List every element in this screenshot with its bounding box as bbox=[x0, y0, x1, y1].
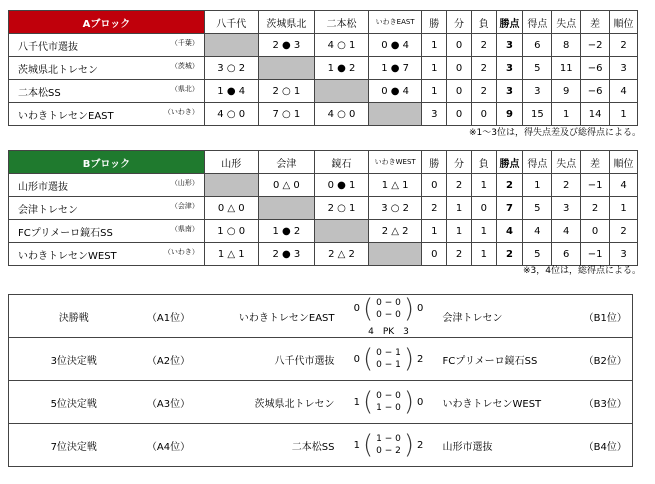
stat-l: 1 bbox=[471, 174, 496, 197]
team-label bbox=[13, 61, 204, 76]
column-header: 分 bbox=[447, 151, 472, 174]
right-seed: （B4位） bbox=[579, 424, 633, 467]
team-cell bbox=[9, 243, 205, 266]
score-box bbox=[354, 346, 424, 372]
column-header: 差 bbox=[581, 11, 610, 34]
group-b-table bbox=[8, 150, 638, 266]
half-scores bbox=[376, 347, 401, 371]
half-score: 0 − 0 bbox=[376, 297, 401, 308]
stat-gd: 2 bbox=[581, 197, 610, 220]
bracket-close: ) bbox=[403, 387, 415, 417]
team-region: （県北） bbox=[170, 84, 199, 93]
stat-gf: 1 bbox=[523, 174, 552, 197]
match-result: 1 ● 2 bbox=[315, 57, 369, 80]
team-region: （県南） bbox=[170, 224, 199, 233]
team-cell bbox=[9, 197, 205, 220]
stat-gd: −1 bbox=[581, 174, 610, 197]
group-a-note: ※1～3位は，得失点差及び総得点による。 bbox=[469, 128, 641, 138]
score-box bbox=[354, 432, 424, 458]
column-header: 差 bbox=[581, 151, 610, 174]
column-header: 負 bbox=[471, 11, 496, 34]
team-name: FCプリメーロ鏡石SS bbox=[18, 227, 113, 239]
stat-w: 0 bbox=[422, 174, 447, 197]
match-result: 1 △ 1 bbox=[368, 174, 422, 197]
team-region: （茨城） bbox=[170, 61, 199, 70]
finals-table bbox=[8, 294, 633, 467]
team-label bbox=[13, 224, 204, 239]
stat-ga: 4 bbox=[552, 220, 581, 243]
team-name: いわきトレセンEAST bbox=[18, 110, 114, 122]
pk-result: 4 PK 3 bbox=[368, 326, 409, 337]
left-seed: （A3位） bbox=[139, 381, 199, 424]
stat-pts: 3 bbox=[496, 34, 523, 57]
team-label bbox=[13, 247, 204, 262]
team-cell bbox=[9, 103, 205, 126]
match-result: 4 ○ 0 bbox=[204, 103, 258, 126]
column-header: 順位 bbox=[610, 11, 638, 34]
stat-l: 1 bbox=[471, 243, 496, 266]
match-result: 1 ○ 0 bbox=[204, 220, 258, 243]
left-score: 1 bbox=[353, 439, 360, 451]
stat-pts: 7 bbox=[496, 197, 523, 220]
right-score: 2 bbox=[417, 439, 424, 451]
stat-l: 1 bbox=[471, 220, 496, 243]
right-score: 0 bbox=[417, 303, 424, 314]
stat-d: 2 bbox=[447, 243, 472, 266]
stat-pts: 2 bbox=[496, 243, 523, 266]
stat-gd: −1 bbox=[581, 243, 610, 266]
stat-d: 0 bbox=[447, 80, 472, 103]
column-header: 会津 bbox=[258, 151, 315, 174]
match-result: 0 ● 4 bbox=[368, 80, 422, 103]
stat-pts: 3 bbox=[496, 80, 523, 103]
team-region: （いわき） bbox=[163, 247, 199, 256]
right-seed: （B2位） bbox=[579, 338, 633, 381]
team-region: （会津） bbox=[170, 201, 199, 210]
half-score: 0 − 0 bbox=[376, 309, 401, 320]
match-result bbox=[368, 103, 422, 126]
half-scores bbox=[376, 297, 401, 321]
bracket-open: ( bbox=[362, 387, 374, 417]
bracket-open: ( bbox=[362, 430, 374, 460]
final-match-row bbox=[9, 424, 633, 467]
team-cell bbox=[9, 34, 205, 57]
column-header: 得点 bbox=[523, 151, 552, 174]
team-cell bbox=[9, 220, 205, 243]
table-row bbox=[9, 57, 638, 80]
team-label bbox=[13, 201, 204, 216]
team-name: 山形市選抜 bbox=[18, 181, 68, 193]
stat-rank: 3 bbox=[610, 57, 638, 80]
column-header: 分 bbox=[447, 11, 472, 34]
half-score: 1 − 0 bbox=[376, 434, 401, 444]
match-result: 3 ○ 2 bbox=[368, 197, 422, 220]
right-team: FCプリメーロ鏡石SS bbox=[439, 338, 579, 381]
team-label bbox=[13, 38, 204, 53]
half-score: 1 − 0 bbox=[376, 403, 401, 413]
column-header: 勝 bbox=[422, 151, 447, 174]
group-a-table bbox=[8, 10, 638, 126]
half-scores bbox=[376, 433, 401, 457]
column-header: 勝点 bbox=[496, 11, 523, 34]
stat-l: 2 bbox=[471, 80, 496, 103]
score-box bbox=[354, 296, 424, 322]
column-header: 得点 bbox=[523, 11, 552, 34]
score-cell bbox=[339, 381, 439, 424]
stat-rank: 4 bbox=[610, 174, 638, 197]
match-result: 0 ● 4 bbox=[368, 34, 422, 57]
match-result: 0 ● 1 bbox=[315, 174, 369, 197]
match-result: 2 △ 2 bbox=[315, 243, 369, 266]
team-label bbox=[13, 84, 204, 99]
stat-gf: 5 bbox=[523, 197, 552, 220]
column-header: 山形 bbox=[204, 151, 258, 174]
match-result bbox=[315, 220, 369, 243]
final-match-row bbox=[9, 338, 633, 381]
group-b-note: ※3，4位は，総得点による。 bbox=[523, 266, 641, 276]
stat-pts: 2 bbox=[496, 174, 523, 197]
column-header: 失点 bbox=[552, 151, 581, 174]
left-score: 0 bbox=[353, 353, 360, 365]
stat-gd: −2 bbox=[581, 34, 610, 57]
column-header: 勝 bbox=[422, 11, 447, 34]
team-label bbox=[13, 107, 204, 122]
column-header: 二本松 bbox=[315, 11, 369, 34]
stat-gd: −6 bbox=[581, 57, 610, 80]
stat-gd: 14 bbox=[581, 103, 610, 126]
match-result: 2 △ 2 bbox=[368, 220, 422, 243]
table-row bbox=[9, 80, 638, 103]
table-row bbox=[9, 103, 638, 126]
match-result bbox=[315, 80, 369, 103]
left-team: 二本松SS bbox=[199, 424, 339, 467]
group-b-title: Bブロック bbox=[9, 151, 205, 174]
column-header: 負 bbox=[471, 151, 496, 174]
bracket-close: ) bbox=[403, 430, 415, 460]
team-name: 二本松SS bbox=[18, 87, 61, 99]
group-a-title: Aブロック bbox=[9, 11, 205, 34]
table-row bbox=[9, 197, 638, 220]
match-result: 7 ○ 1 bbox=[258, 103, 315, 126]
score-cell bbox=[339, 338, 439, 381]
right-seed: （B1位） bbox=[579, 295, 633, 338]
left-seed: （A1位） bbox=[139, 295, 199, 338]
match-result bbox=[204, 34, 258, 57]
stat-d: 1 bbox=[447, 220, 472, 243]
stat-w: 1 bbox=[422, 220, 447, 243]
stat-l: 0 bbox=[471, 103, 496, 126]
half-score: 0 − 1 bbox=[376, 348, 401, 358]
left-seed: （A2位） bbox=[139, 338, 199, 381]
stat-gd: 0 bbox=[581, 220, 610, 243]
table-row bbox=[9, 174, 638, 197]
stat-w: 1 bbox=[422, 34, 447, 57]
left-team: 茨城県北トレセン bbox=[199, 381, 339, 424]
stat-gf: 6 bbox=[523, 34, 552, 57]
match-result: 2 ○ 1 bbox=[258, 80, 315, 103]
stat-ga: 9 bbox=[552, 80, 581, 103]
team-name: 茨城県北トレセン bbox=[18, 64, 98, 76]
match-result: 2 ● 3 bbox=[258, 34, 315, 57]
match-result: 0 △ 0 bbox=[258, 174, 315, 197]
half-score: 0 − 1 bbox=[376, 360, 401, 370]
team-name: 会津トレセン bbox=[18, 204, 78, 216]
stat-l: 2 bbox=[471, 57, 496, 80]
table-row bbox=[9, 34, 638, 57]
column-header: いわきEAST bbox=[368, 11, 422, 34]
stat-ga: 8 bbox=[552, 34, 581, 57]
match-result: 0 △ 0 bbox=[204, 197, 258, 220]
half-score: 0 − 0 bbox=[376, 391, 401, 401]
match-result: 4 ○ 1 bbox=[315, 34, 369, 57]
stat-pts: 9 bbox=[496, 103, 523, 126]
stat-rank: 3 bbox=[610, 243, 638, 266]
stat-d: 2 bbox=[447, 174, 472, 197]
stat-ga: 3 bbox=[552, 197, 581, 220]
stat-gd: −6 bbox=[581, 80, 610, 103]
left-score: 1 bbox=[353, 396, 360, 408]
stat-d: 1 bbox=[447, 197, 472, 220]
stat-d: 0 bbox=[447, 57, 472, 80]
column-header: 八千代 bbox=[204, 11, 258, 34]
column-header: 鏡石 bbox=[315, 151, 369, 174]
team-cell bbox=[9, 174, 205, 197]
match-result: 1 ● 4 bbox=[204, 80, 258, 103]
stat-rank: 1 bbox=[610, 103, 638, 126]
match-result: 2 ○ 1 bbox=[315, 197, 369, 220]
team-region: （いわき） bbox=[163, 107, 199, 116]
stat-w: 0 bbox=[422, 243, 447, 266]
stat-rank: 2 bbox=[610, 220, 638, 243]
bracket-close: ) bbox=[403, 294, 415, 324]
match-result bbox=[204, 174, 258, 197]
stat-gf: 5 bbox=[523, 57, 552, 80]
bracket-open: ( bbox=[362, 344, 374, 374]
right-team: いわきトレセンWEST bbox=[439, 381, 579, 424]
match-result: 1 ● 2 bbox=[258, 220, 315, 243]
half-score: 0 − 2 bbox=[376, 446, 401, 456]
stat-rank: 4 bbox=[610, 80, 638, 103]
stat-ga: 2 bbox=[552, 174, 581, 197]
column-header: 順位 bbox=[610, 151, 638, 174]
score-box bbox=[354, 389, 424, 415]
stat-l: 0 bbox=[471, 197, 496, 220]
stat-w: 1 bbox=[422, 57, 447, 80]
stat-pts: 4 bbox=[496, 220, 523, 243]
match-result: 1 △ 1 bbox=[204, 243, 258, 266]
match-result: 4 ○ 0 bbox=[315, 103, 369, 126]
right-score: 2 bbox=[417, 353, 424, 365]
right-score: 0 bbox=[417, 396, 424, 408]
team-cell bbox=[9, 57, 205, 80]
team-cell bbox=[9, 80, 205, 103]
match-result bbox=[258, 57, 315, 80]
right-team: 会津トレセン bbox=[439, 295, 579, 338]
match-label: 3位決定戦 bbox=[9, 338, 139, 381]
match-label: 7位決定戦 bbox=[9, 424, 139, 467]
left-team: 八千代市選抜 bbox=[199, 338, 339, 381]
stat-ga: 11 bbox=[552, 57, 581, 80]
right-team: 山形市選抜 bbox=[439, 424, 579, 467]
match-result bbox=[368, 243, 422, 266]
stat-d: 0 bbox=[447, 34, 472, 57]
match-result bbox=[258, 197, 315, 220]
stat-gf: 15 bbox=[523, 103, 552, 126]
bracket-close: ) bbox=[403, 344, 415, 374]
team-name: いわきトレセンWEST bbox=[18, 250, 117, 262]
team-region: （山形） bbox=[170, 178, 199, 187]
left-seed: （A4位） bbox=[139, 424, 199, 467]
team-region: （千葉） bbox=[170, 38, 199, 47]
match-result: 3 ○ 2 bbox=[204, 57, 258, 80]
stat-l: 2 bbox=[471, 34, 496, 57]
right-seed: （B3位） bbox=[579, 381, 633, 424]
column-header: 勝点 bbox=[496, 151, 523, 174]
stat-w: 3 bbox=[422, 103, 447, 126]
stat-gf: 4 bbox=[523, 220, 552, 243]
score-cell bbox=[339, 424, 439, 467]
stat-rank: 1 bbox=[610, 197, 638, 220]
stat-gf: 3 bbox=[523, 80, 552, 103]
column-header: 失点 bbox=[552, 11, 581, 34]
final-match-row bbox=[9, 295, 633, 338]
match-label: 決勝戦 bbox=[9, 295, 139, 338]
score-cell bbox=[339, 295, 439, 338]
group-a-header-row bbox=[9, 11, 638, 34]
group-b-header-row bbox=[9, 151, 638, 174]
column-header: いわきWEST bbox=[368, 151, 422, 174]
match-result: 2 ● 3 bbox=[258, 243, 315, 266]
column-header: 茨城県北 bbox=[258, 11, 315, 34]
bracket-open: ( bbox=[362, 294, 374, 324]
team-label bbox=[13, 178, 204, 193]
stat-w: 2 bbox=[422, 197, 447, 220]
stat-ga: 6 bbox=[552, 243, 581, 266]
final-match-row bbox=[9, 381, 633, 424]
stat-pts: 3 bbox=[496, 57, 523, 80]
table-row bbox=[9, 220, 638, 243]
half-scores bbox=[376, 390, 401, 414]
match-result: 1 ● 7 bbox=[368, 57, 422, 80]
team-name: 八千代市選抜 bbox=[18, 41, 78, 53]
left-score: 0 bbox=[353, 303, 360, 314]
stat-d: 0 bbox=[447, 103, 472, 126]
stat-w: 1 bbox=[422, 80, 447, 103]
left-team: いわきトレセンEAST bbox=[199, 295, 339, 338]
match-label: 5位決定戦 bbox=[9, 381, 139, 424]
stat-rank: 2 bbox=[610, 34, 638, 57]
stat-gf: 5 bbox=[523, 243, 552, 266]
stat-ga: 1 bbox=[552, 103, 581, 126]
